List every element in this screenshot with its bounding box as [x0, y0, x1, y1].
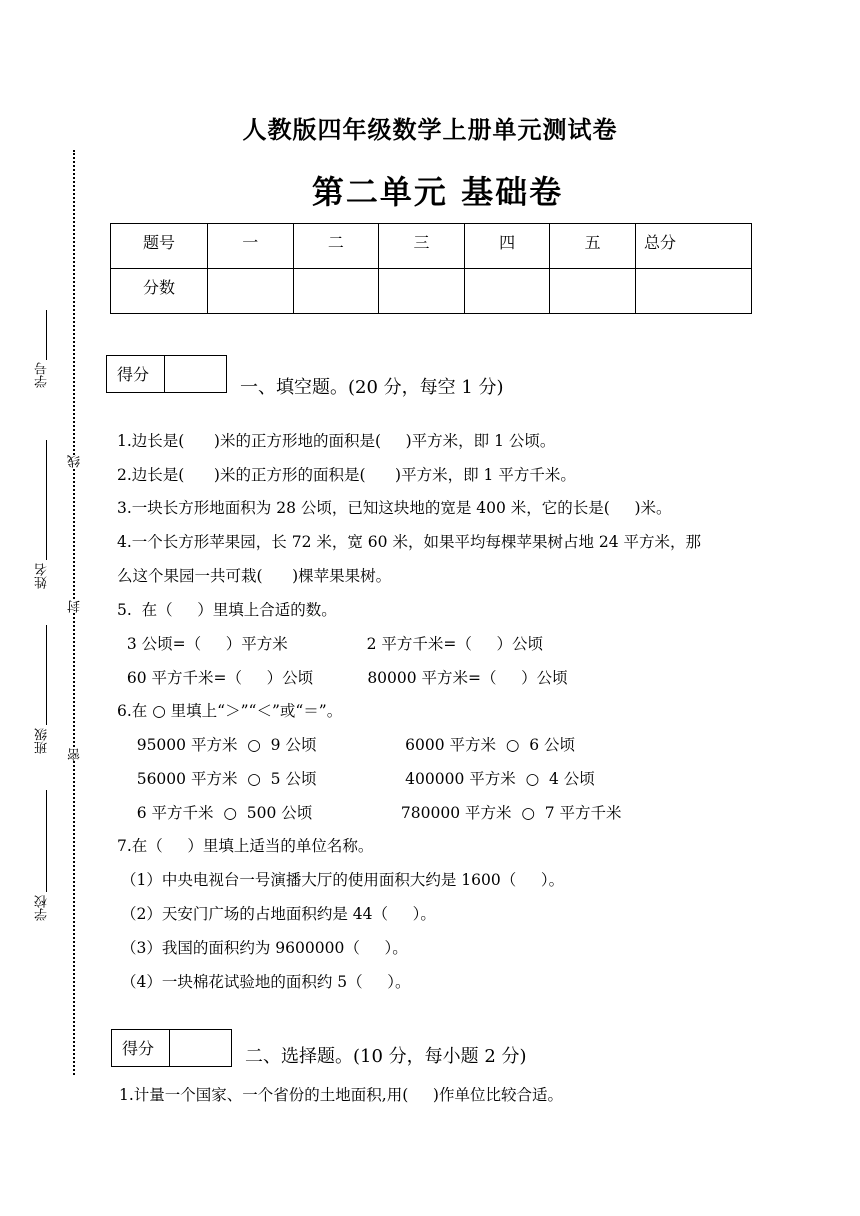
class-blank: [46, 625, 47, 725]
section1-score-box: [106, 355, 227, 393]
question-line: 么这个果园一共可栽( )棵苹果果树。: [117, 567, 392, 585]
question-line: 5. 在（ ）里填上合适的数。: [117, 601, 337, 619]
score-row-label: 分数: [111, 269, 208, 314]
score-table-header: 四: [464, 224, 550, 269]
score-cell: [379, 269, 465, 314]
name-blank: [46, 440, 47, 560]
unit-title: 第二单元 基础卷: [311, 173, 564, 211]
section2-score-blank: [170, 1030, 228, 1066]
class-label: 班级: [35, 728, 50, 754]
question-line: 60 平方千米=（ ）公顷 80000 平方米=（ ）公顷: [117, 669, 568, 687]
score-cell: [550, 269, 636, 314]
question-line: 1.计量一个国家、一个省份的土地面积,用( )作单位比较合适。: [119, 1086, 563, 1104]
question-line: 56000 平方米 ○ 5 公顷 400000 平方米 ○ 4 公顷: [117, 770, 595, 788]
question-line: （4）一块棉花试验地的面积约 5（ ）。: [121, 973, 411, 991]
section2-score-box: [111, 1029, 232, 1067]
score-table-header: 一: [208, 224, 294, 269]
question-line: 95000 平方米 ○ 9 公顷 6000 平方米 ○ 6 公顷: [117, 736, 576, 754]
name-label: 姓名: [35, 563, 50, 589]
score-table-header: 五: [550, 224, 636, 269]
section1-score-blank: [165, 356, 223, 392]
score-cell: [208, 269, 294, 314]
question-line: 3 公顷=（ ）平方米 2 平方千米=（ ）公顷: [117, 635, 544, 653]
score-table-header: 三: [379, 224, 465, 269]
question-line: 6 平方千米 ○ 500 公顷 780000 平方米 ○ 7 平方千米: [117, 804, 622, 822]
question-line: （2）天安门广场的占地面积约是 44（ ）。: [121, 905, 436, 923]
seal-char-secret: 密: [68, 748, 83, 761]
score-table: [110, 223, 752, 314]
question-line: 7.在（ ）里填上适当的单位名称。: [117, 837, 374, 855]
question-line: 4.一个长方形苹果园，长 72 米，宽 60 米，如果平均每棵苹果树占地 24 平方米，那: [117, 533, 702, 551]
question-line: （1）中央电视台一号演播大厅的使用面积大约是 1600（ ）。: [121, 871, 565, 889]
seal-char-seal: 封: [68, 600, 83, 613]
score-table-header: 题号: [111, 224, 208, 269]
question-line: 3.一块长方形地面积为 28 公顷，已知这块地的宽是 400 米，它的长是( )米。: [117, 499, 672, 517]
section2-heading: 二、选择题。(10 分，每小题 2 分): [245, 1046, 527, 1067]
question-line: 1.边长是( )米的正方形地的面积是( )平方米，即 1 公顷。: [117, 432, 556, 450]
question-line: 6.在 ○ 里填上“＞”“＜”或“＝”。: [117, 702, 343, 720]
student-id-blank: [46, 310, 47, 360]
exam-title: 人教版四年级数学上册单元测试卷: [242, 115, 618, 144]
score-table-header-row: [111, 224, 752, 269]
school-blank: [46, 790, 47, 892]
score-table-header: 二: [293, 224, 379, 269]
question-line: （3）我国的面积约为 9600000（ ）。: [121, 939, 408, 957]
student-id-label: 学号: [35, 362, 50, 388]
section2-score-label: 得分: [112, 1030, 170, 1066]
section1-score-label: 得分: [107, 356, 165, 392]
school-label: 学校: [35, 895, 50, 921]
score-table-score-row: [111, 269, 752, 314]
score-table-header: 总分: [636, 224, 752, 269]
question-line: 2.边长是( )米的正方形的面积是( )平方米，即 1 平方千米。: [117, 466, 576, 484]
score-cell: [636, 269, 752, 314]
score-cell: [293, 269, 379, 314]
section1-heading: 一、填空题。(20 分，每空 1 分): [240, 377, 504, 398]
score-cell: [464, 269, 550, 314]
seal-char-line: 线: [68, 455, 83, 468]
